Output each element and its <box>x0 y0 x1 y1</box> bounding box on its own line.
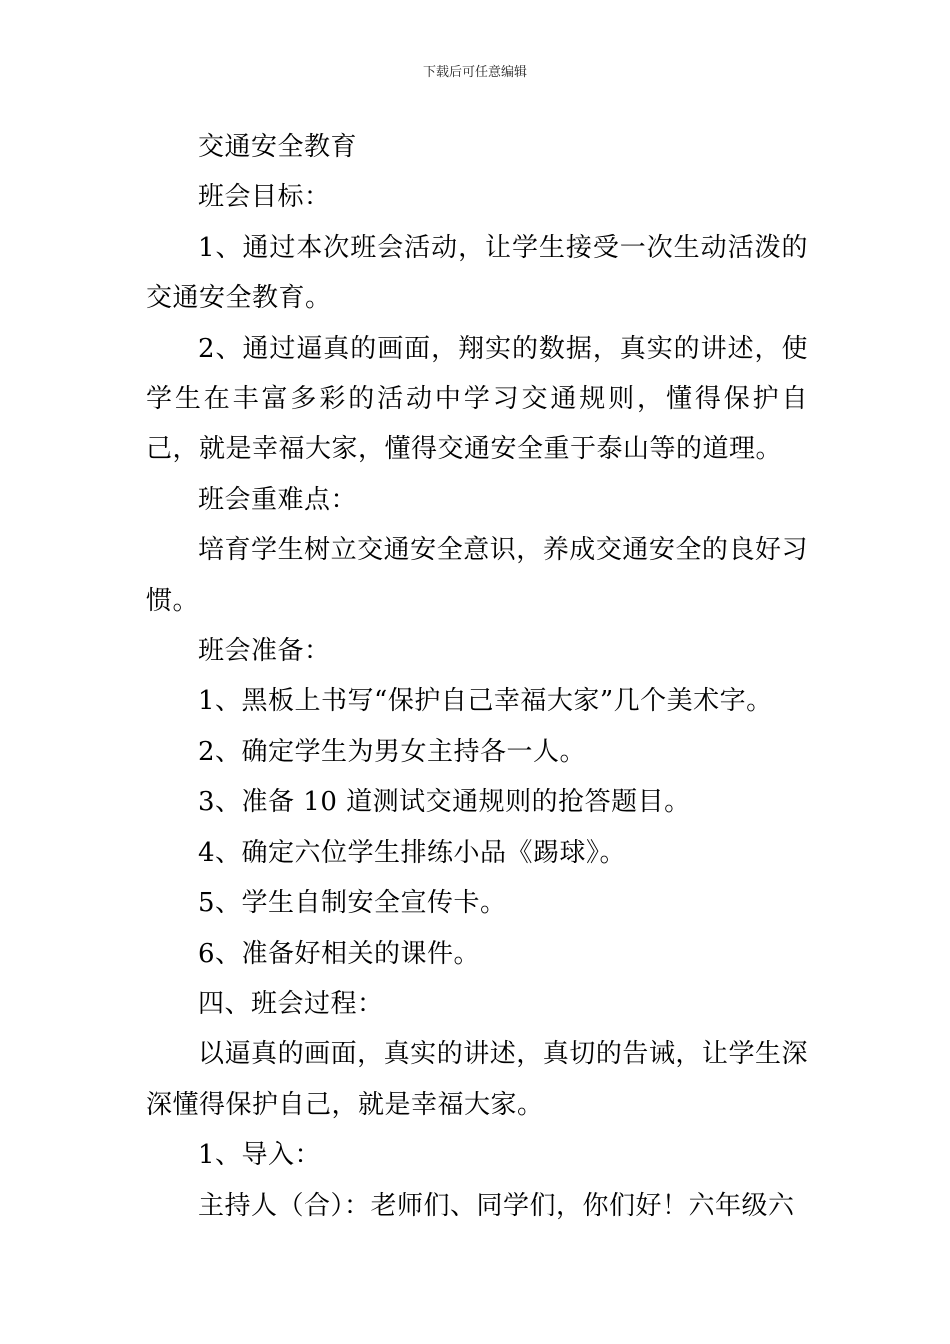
page-header-note: 下载后可任意编辑 <box>422 65 527 80</box>
preparation-item-3: 3、准备 10 道测试交通规则的抢答题目。 <box>198 787 691 818</box>
preparation-item-4: 4、确定六位学生排练小品《踢球》。 <box>198 837 627 868</box>
process-step-1-heading: 1、导入： <box>198 1140 322 1171</box>
document-title: 交通安全教育 <box>198 132 358 162</box>
preparation-item-1: 1、黑板上书写“保护自己幸福大家”几个美术字。 <box>198 686 773 717</box>
host-dialogue-text: 主持人（合）：老师们、同学们，你们好！六年级六 <box>198 1190 795 1221</box>
process-intro-text: 以逼真的画面，真实的讲述，真切的告诫，让学生深深懂得保护自己，就是幸福大家。 <box>146 1039 808 1120</box>
preparation-item-2: 2、确定学生为男女主持各一人。 <box>198 736 587 767</box>
key-points-text: 培育学生树立交通安全意识，养成交通安全的良好习惯。 <box>146 535 808 616</box>
document-body <box>146 122 808 1231</box>
section-heading-key-points: 班会重难点： <box>198 484 358 515</box>
preparation-item-5: 5、学生自制安全宣传卡。 <box>198 888 507 919</box>
preparation-item-6: 6、准备好相关的课件。 <box>198 938 481 969</box>
section-heading-preparation: 班会准备： <box>198 636 331 667</box>
goal-item-1: 1、通过本次班会活动，让学生接受一次生动活泼的交通安全教育。 <box>146 232 808 314</box>
goal-item-2: 2、通过逼真的画面，翔实的数据，真实的讲述，使学生在丰富多彩的活动中学习交通规则，懂得保护自己，就是幸福大家，懂得交通安全重于泰山等的道理。 <box>146 333 808 465</box>
section-heading-process: 四、班会过程： <box>198 988 384 1019</box>
section-heading-goals: 班会目标： <box>198 182 331 213</box>
